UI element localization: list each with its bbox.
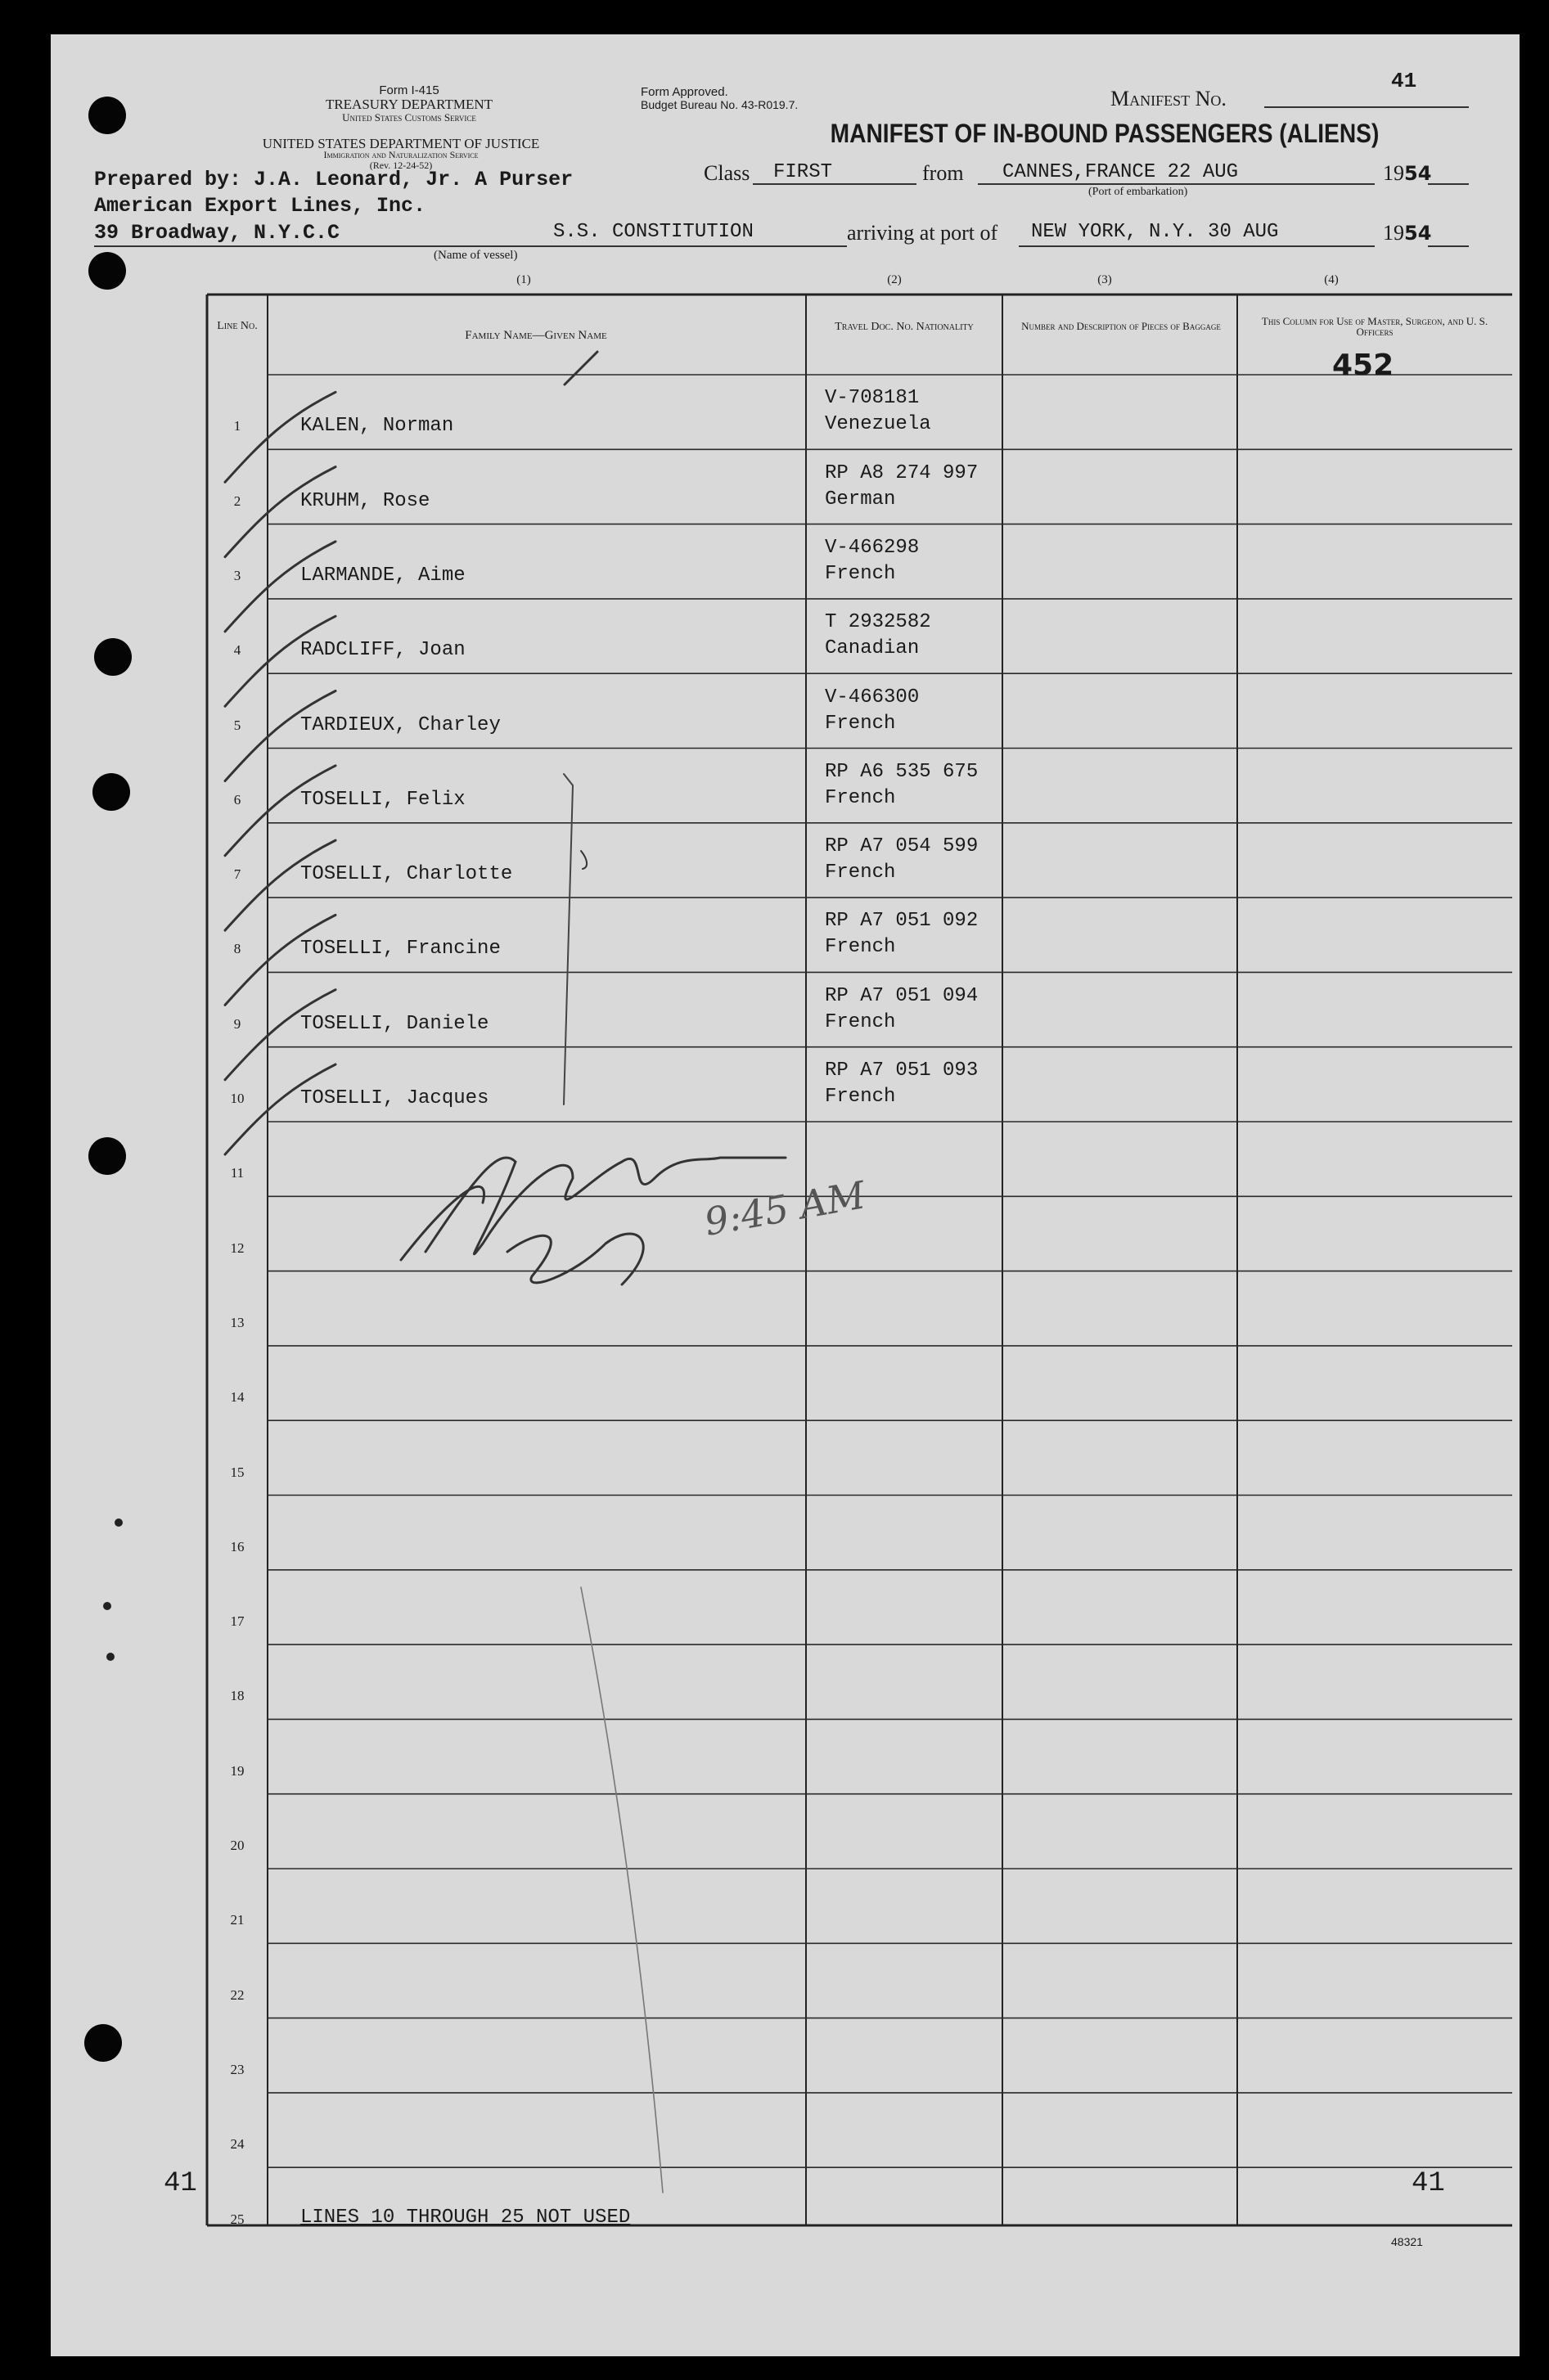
- line-number: 9: [233, 1015, 241, 1032]
- travel-doc-number: RP A7 054 599: [825, 835, 979, 858]
- travel-doc-number: RP A7 051 094: [825, 984, 979, 1007]
- line-number: 17: [230, 1613, 245, 1630]
- nationality: French: [825, 562, 896, 585]
- manifest-title: MANIFEST OF IN-BOUND PASSENGERS (ALIENS): [830, 119, 1380, 148]
- budget-bureau: Budget Bureau No. 43-R019.7.: [641, 98, 799, 111]
- line-number: 24: [230, 2136, 245, 2153]
- nationality: French: [825, 936, 896, 959]
- line-number: 7: [233, 866, 241, 883]
- column-number-1: (1): [516, 273, 531, 286]
- from-value: CANNES,FRANCE 22 AUG: [1002, 161, 1239, 183]
- check-mark: [225, 467, 335, 557]
- line-number: 10: [230, 1091, 245, 1106]
- travel-doc-number: RP A7 051 092: [825, 910, 979, 933]
- nationality: French: [825, 862, 896, 884]
- passenger-name: TOSELLI, Francine: [300, 938, 501, 961]
- line-number: 1: [233, 418, 241, 434]
- department: TREASURY DEPARTMENT: [325, 97, 493, 112]
- officers-header: This Column for Use of Master, Surgeon, and U. S. Officers: [1261, 315, 1488, 338]
- nationality: French: [825, 786, 896, 809]
- check-mark: [225, 392, 335, 482]
- class-label: Class: [704, 161, 750, 185]
- prepared-by: Prepared by: J.A. Leonard, Jr. A Purser: [94, 168, 574, 191]
- not-used-note: LINES 10 THROUGH 25 NOT USED: [300, 2206, 631, 2229]
- check-mark: [225, 915, 335, 1005]
- line-number: 6: [233, 791, 241, 808]
- address: 39 Broadway, N.Y.C.C: [94, 221, 340, 245]
- customs-service: United States Customs Service: [342, 111, 476, 124]
- justice-department: UNITED STATES DEPARTMENT OF JUSTICE: [262, 136, 540, 151]
- officers-number: 452: [1332, 349, 1394, 382]
- class-value: FIRST: [773, 161, 833, 183]
- travel-doc-number: V-466300: [825, 686, 920, 709]
- line-number: 19: [230, 1762, 245, 1779]
- line-number: 4: [233, 642, 241, 659]
- revision: (Rev. 12-24-52): [369, 160, 433, 171]
- year-value: 54: [1404, 222, 1432, 245]
- line-number: 20: [230, 1838, 245, 1853]
- line-number: 14: [230, 1389, 245, 1406]
- passenger-name: LARMANDE, Aime: [300, 564, 466, 587]
- handwritten-time: 9:45 AM: [700, 1172, 869, 1244]
- form-approved: Form Approved.: [641, 85, 728, 99]
- passenger-name: TOSELLI, Charlotte: [300, 863, 513, 886]
- line-number: 23: [230, 2061, 245, 2077]
- nationality: French: [825, 1086, 896, 1108]
- company: American Export Lines, Inc.: [94, 194, 426, 218]
- travel-doc-number: RP A8 274 997: [825, 461, 979, 484]
- passenger-name: TARDIEUX, Charley: [300, 713, 501, 736]
- travel-doc-number: T 2932582: [825, 611, 931, 634]
- travel-doc-number: RP A7 051 093: [825, 1060, 979, 1082]
- line-number: 22: [230, 1986, 245, 2003]
- name-header: Family Name—Given Name: [465, 329, 607, 342]
- page-number-left: 41: [164, 2168, 197, 2199]
- column-number-4: (4): [1324, 273, 1339, 286]
- passenger-name: RADCLIFF, Joan: [300, 639, 466, 662]
- check-mark: [225, 691, 335, 781]
- immigration-service: Immigration and Naturalization Service: [323, 149, 479, 160]
- year-value: 54: [1404, 162, 1432, 185]
- year-prefix: 19: [1383, 161, 1404, 185]
- nationality: Venezuela: [825, 413, 931, 436]
- year-prefix: 19: [1383, 221, 1404, 245]
- from-label: from: [922, 161, 964, 185]
- line-number: 12: [230, 1239, 245, 1256]
- manifest-no-label: Manifest No.: [1110, 87, 1227, 110]
- check-mark: [225, 840, 335, 930]
- vessel-name: S.S. CONSTITUTION: [553, 221, 754, 243]
- line-number: 13: [230, 1314, 245, 1330]
- passenger-name: TOSELLI, Felix: [300, 788, 466, 811]
- arriving-value: NEW YORK, N.Y. 30 AUG: [1031, 221, 1279, 243]
- line-number: 5: [233, 717, 241, 733]
- travel-doc-number: V-708181: [825, 387, 920, 410]
- passenger-name: KRUHM, Rose: [300, 489, 430, 512]
- line-number: 3: [233, 567, 241, 583]
- travel-doc-number: RP A6 535 675: [825, 760, 979, 783]
- nationality: German: [825, 488, 896, 511]
- line-number: 21: [230, 1912, 245, 1928]
- passenger-name: TOSELLI, Jacques: [300, 1087, 489, 1109]
- arriving-label: arriving at port of: [847, 221, 998, 245]
- check-mark: [225, 766, 335, 856]
- name-of-vessel: (Name of vessel): [434, 249, 518, 262]
- passenger-name: TOSELLI, Daniele: [300, 1012, 489, 1035]
- nationality: Canadian: [825, 637, 920, 660]
- port-embarkation: (Port of embarkation): [1088, 186, 1188, 198]
- check-mark: [225, 990, 335, 1080]
- line-number: 25: [230, 2211, 245, 2227]
- check-mark: [225, 1064, 335, 1154]
- travel-doc-number: V-466298: [825, 536, 920, 559]
- baggage-header: Number and Description of Pieces of Baggage: [1021, 320, 1221, 332]
- travel-doc-header: Travel Doc. No. Nationality: [835, 321, 974, 333]
- page-number-right: 41: [1412, 2168, 1445, 2199]
- line-number: 8: [233, 941, 241, 957]
- line-no-header: Line No.: [217, 320, 258, 332]
- footer-code: 48321: [1391, 2235, 1423, 2248]
- line-number: 2: [233, 493, 241, 509]
- form-number: Form I-415: [379, 83, 439, 97]
- nationality: French: [825, 712, 896, 735]
- column-number-2: (2): [887, 273, 902, 286]
- line-number: 18: [230, 1688, 245, 1704]
- line-number: 11: [230, 1165, 245, 1181]
- column-number-3: (3): [1097, 273, 1112, 286]
- manifest-no-value: 41: [1391, 69, 1417, 93]
- line-number: 16: [230, 1538, 245, 1554]
- check-mark: [225, 542, 335, 632]
- passenger-name: KALEN, Norman: [300, 415, 454, 438]
- check-mark: [225, 616, 335, 706]
- line-number: 15: [230, 1464, 245, 1480]
- nationality: French: [825, 1010, 896, 1033]
